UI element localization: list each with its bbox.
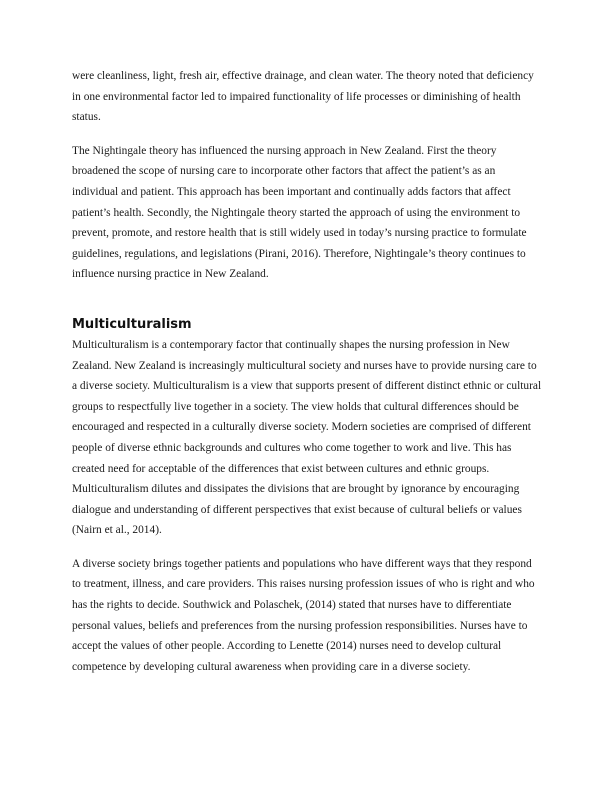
paragraph-environmental-factors: were cleanliness, light, fresh air, effective drainage, and clean water. The theory noted that deficiency in one environmental factor led to impaired functionality of life processes or diminishing of health status. — [72, 70, 534, 124]
section-heading-multiculturalism: Multiculturalism — [72, 316, 192, 332]
paragraph-nightingale-influence: The Nightingale theory has influenced the nursing approach in New Zealand. First the theory broadened the scope of nursing care to incorporate other factors that affect the patient’s as an individual and patient. This approach has been important and continually adds factors that affect patient’s health. Secondly, the Nightingale theory started the approach of using the environment to prevent, promote, and restore health that is still widely used in today’s nursing practice to formulate guidelines, regulations, and legislations (Pirani, 2016). Therefore, Nightingale’s theory continues to influence nursing practice in New Zealand. — [72, 144, 527, 281]
paragraph-diverse-society: A diverse society brings together patients and populations who have different ways that they respond to treatment, illness, and care providers. This raises nursing profession issues of who is right and who has the rights to decide. Southwick and Polaschek, (2014) stated that nurses have to differentiate personal values, beliefs and preferences from the nursing profession responsibilities. Nurses have to accept the values of other people. According to Lenette (2014) nurses need to develop cultural competence by developing cultural awareness when providing care in a diverse society. — [72, 557, 535, 673]
page-content — [72, 66, 542, 690]
paragraph-multiculturalism-definition: Multiculturalism is a contemporary factor that continually shapes the nursing profession in New Zealand. New Zealand is increasingly multicultural society and nurses have to provide nursing care to a diverse society. Multiculturalism is a view that supports present of different distinct ethnic or cultural groups to respectfully live together in a society. The view holds that cultural differences should be encouraged and respected in a culturally diverse society. Modern societies are comprised of different people of diverse ethnic backgrounds and cultures who come together to work and live. This has created need for acceptable of the differences that exist between cultures and ethnic groups. Multiculturalism dilutes and dissipates the divisions that are brought by ignorance by encouraging dialogue and understanding of different perspectives that exist because of cultural beliefs or values (Nairn et al., 2014). — [72, 338, 542, 537]
